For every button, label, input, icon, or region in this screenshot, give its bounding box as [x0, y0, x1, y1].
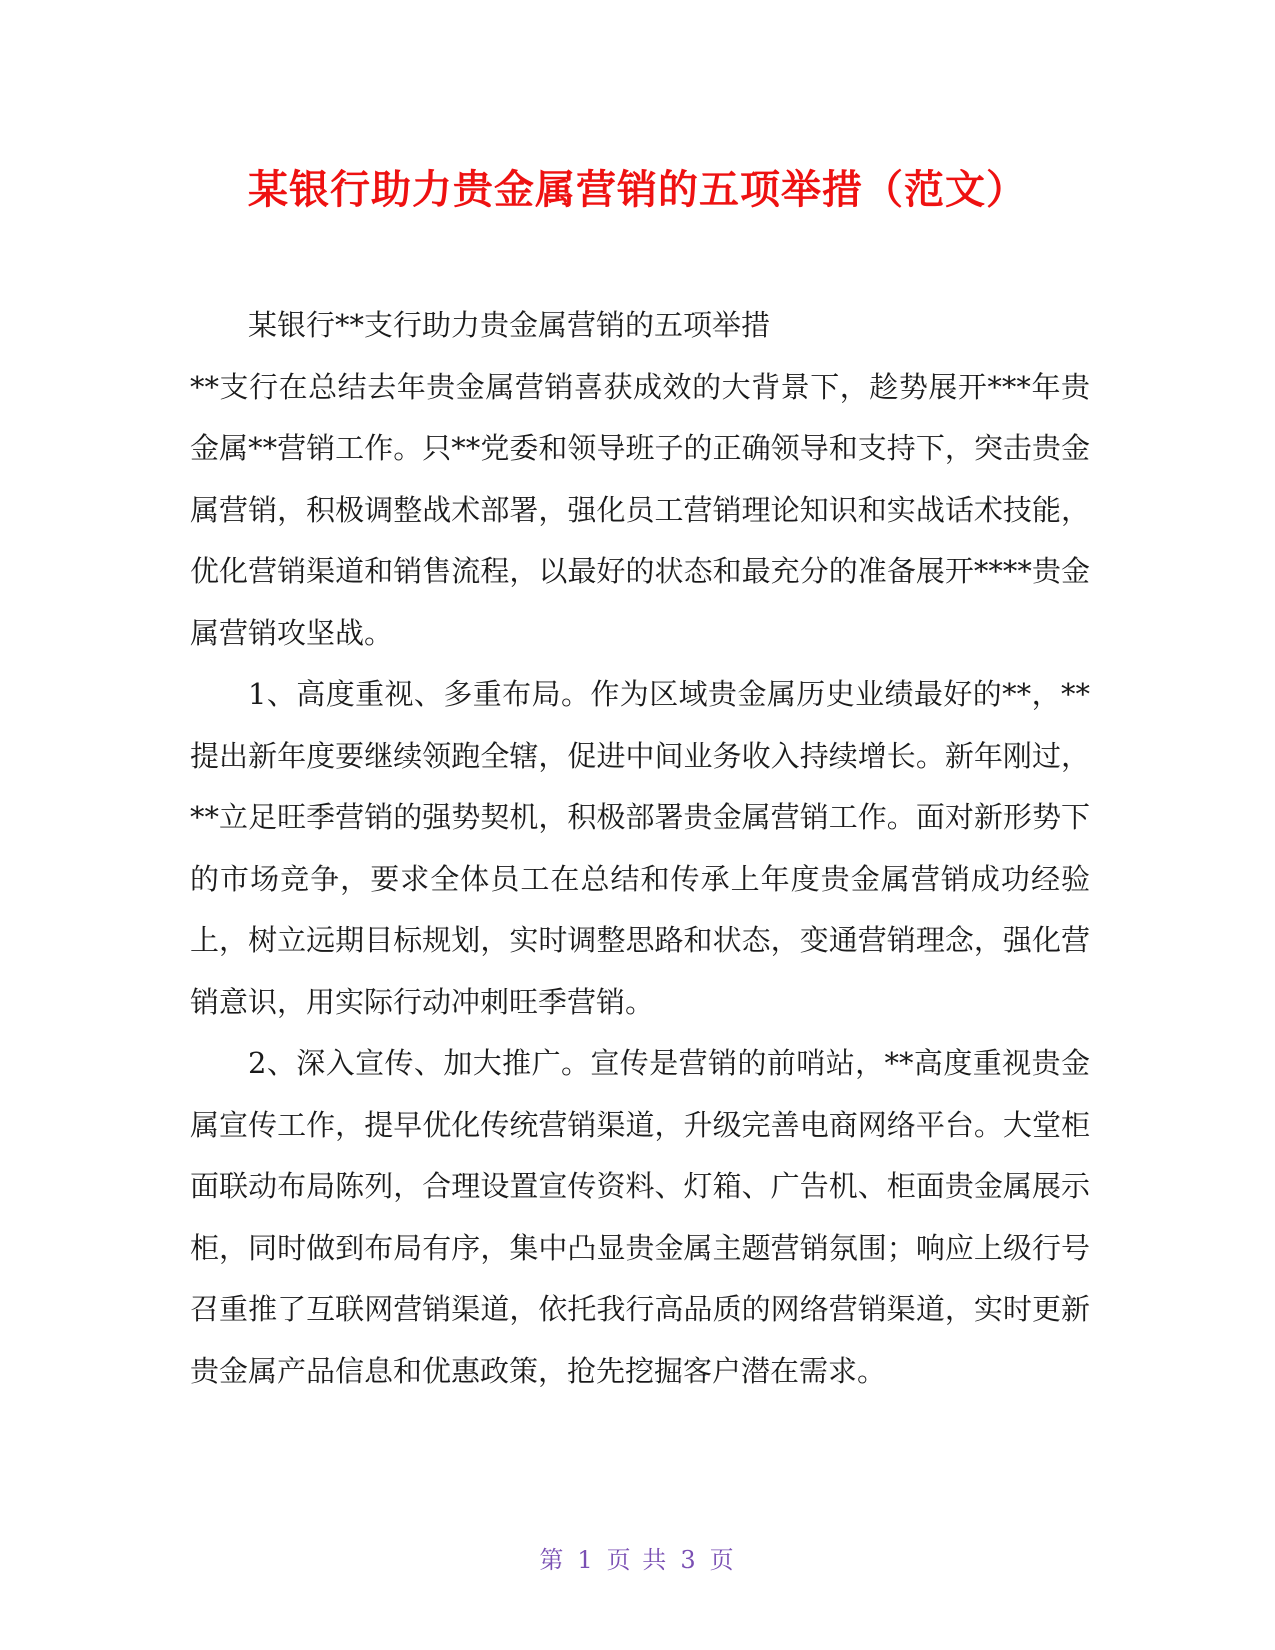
footer-prefix: 第 [539, 1546, 566, 1574]
footer-total-pages: 3 [680, 1546, 698, 1574]
footer-suffix: 页 [709, 1546, 736, 1574]
measure-2-paragraph: 2、深入宣传、加大推广。宣传是营销的前哨站，**高度重视贵金属宣传工作，提早优化传统营销渠道，升级完善电商网络平台。大堂柜面联动布局陈列，合理设置宣传资料、灯箱、广告机、柜面贵金属展示柜，同时做到布局有序，集中凸显贵金属主题营销氛围；响应上级行号召重推了互联网营销渠道，依托我行高品质的网络营销渠道，实时更新贵金属产品信息和优惠政策，抢先挖掘客户潜在需求。 [190, 1046, 1090, 1388]
document-title: 某银行助力贵金属营销的五项举措（范文） [248, 167, 1027, 213]
intro-paragraph: **支行在总结去年贵金属营销喜获成效的大背景下，趁势展开***年贵金属**营销工作。只**党委和领导班子的正确领导和支持下，突击贵金属营销，积极调整战术部署，强化员工营销理论知识和实战话术技能，优化营销渠道和销售流程，以最好的状态和最充分的准备展开****贵金属营销攻坚战。 [190, 369, 1090, 650]
subtitle-paragraph: 某银行**支行助力贵金属营销的五项举措 [248, 308, 771, 342]
page-footer [0, 1540, 1275, 1575]
document-body [190, 295, 1090, 1402]
footer-page-number: 1 [577, 1546, 595, 1574]
measure-1-paragraph: 1、高度重视、多重布局。作为区域贵金属历史业绩最好的**，**提出新年度要继续领跑全辖，促进中间业务收入持续增长。新年刚过，**立足旺季营销的强势契机，积极部署贵金属营销工作。面对新形势下的市场竞争，要求全体员工在总结和传承上年度贵金属营销成功经验上，树立远期目标规划，实时调整思路和状态，变通营销理念，强化营销意识，用实际行动冲刺旺季营销。 [190, 677, 1090, 1019]
footer-mid: 页 共 [606, 1546, 669, 1574]
